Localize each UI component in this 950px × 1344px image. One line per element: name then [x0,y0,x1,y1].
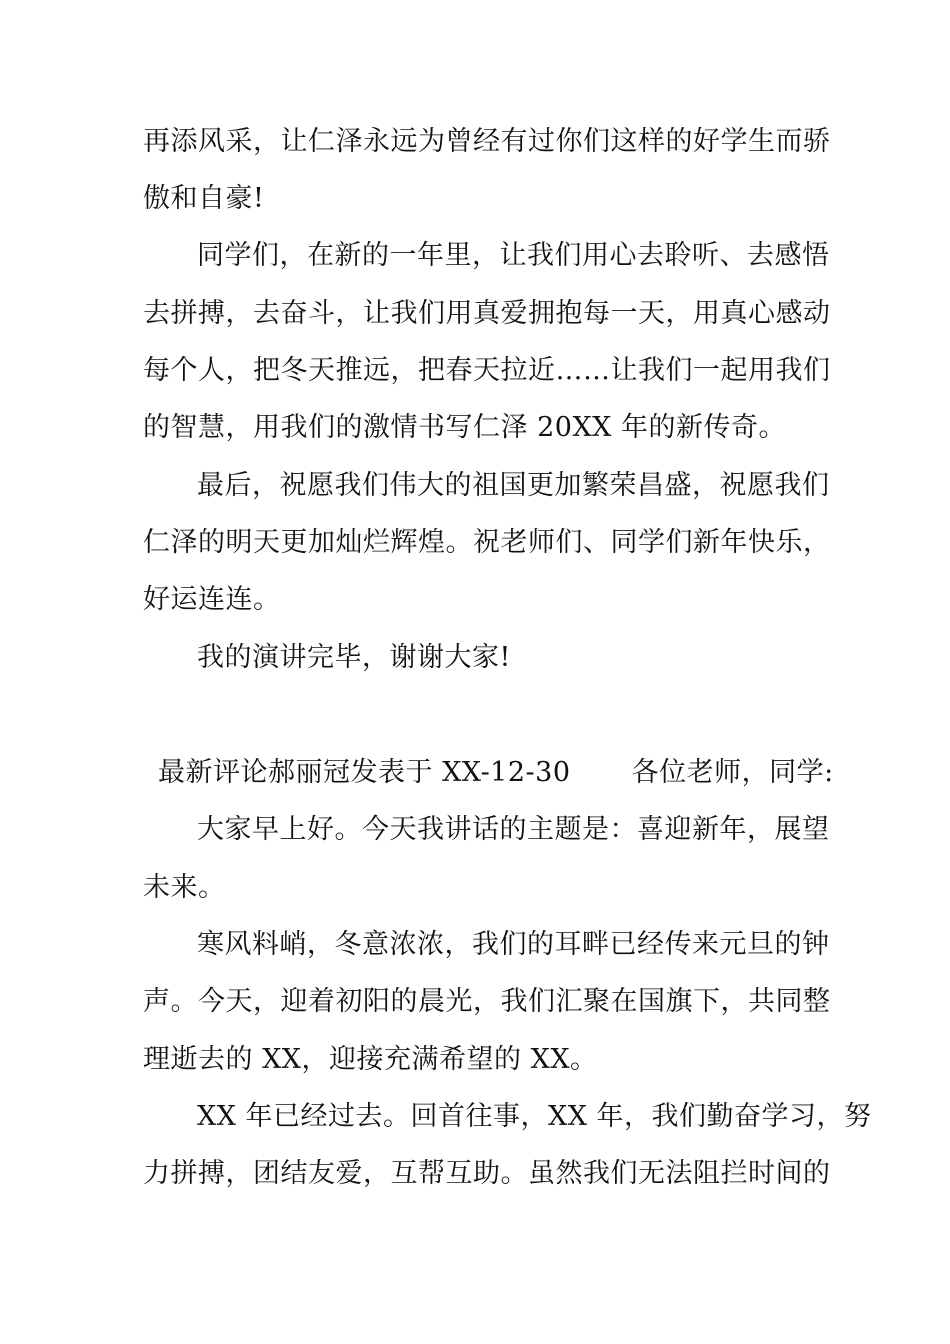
text-line: 声。今天，迎着初阳的晨光，我们汇聚在国旗下，共同整 [143,986,831,1017]
text-line: 去拼搏，去奋斗，让我们用真爱拥抱每一天，用真心感动 [143,298,831,329]
text-line: 未来。 [143,872,226,903]
text-line: 最后，祝愿我们伟大的祖国更加繁荣昌盛，祝愿我们 [197,470,830,501]
text-line: 理逝去的 XX，迎接充满希望的 XX。 [143,1044,598,1075]
comment-header [158,755,838,791]
text-line: 同学们，在新的一年里，让我们用心去聆听、去感悟 [197,240,830,271]
comment-author-date: 最新评论郝丽冠发表于 XX-12-30 [158,757,571,788]
text-line: 寒风料峭，冬意浓浓，我们的耳畔已经传来元旦的钟 [197,929,830,960]
text-line: 大家早上好。今天我讲话的主题是：喜迎新年，展望 [197,814,830,845]
text-line: 每个人，把冬天推远，把春天拉近……让我们一起用我们 [143,355,831,386]
text-line: 再添风采，让仁泽永远为曾经有过你们这样的好学生而骄 [143,126,831,157]
text-line: 傲和自豪! [143,183,265,214]
text-line: 好运连连。 [143,584,281,615]
text-line: 的智慧，用我们的激情书写仁泽 20XX 年的新传奇。 [143,412,786,443]
text-line: XX 年已经过去。回首往事，XX 年，我们勤奋学习，努 [197,1101,872,1132]
text-line: 仁泽的明天更加灿烂辉煌。祝老师们、同学们新年快乐， [143,527,831,558]
text-line: 力拼搏，团结友爱，互帮互助。虽然我们无法阻拦时间的 [143,1158,831,1189]
text-line: 我的演讲完毕，谢谢大家! [197,642,511,673]
speech-greeting: 各位老师，同学: [631,757,834,788]
